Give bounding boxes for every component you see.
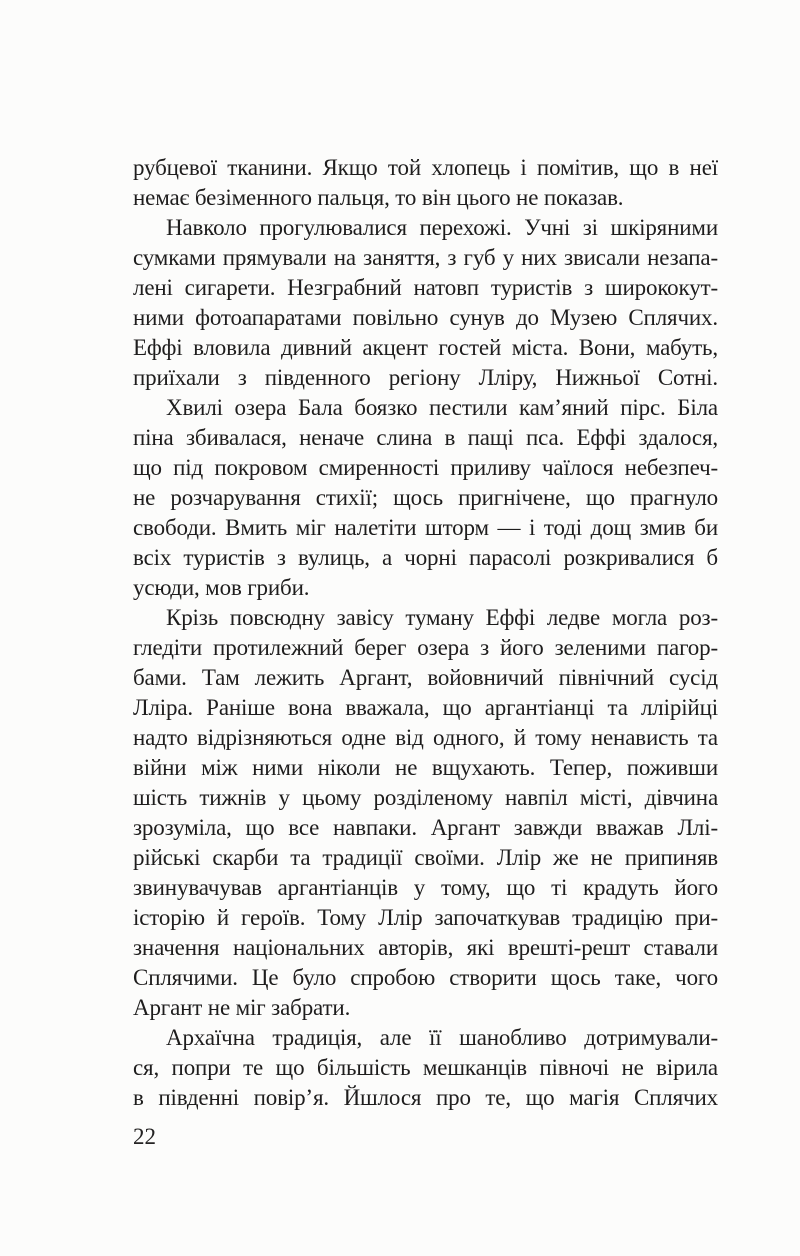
page-number: 22 bbox=[133, 1124, 156, 1149]
text-line: надто відрізняються одне від одного, й тому ненависть та bbox=[133, 725, 718, 750]
text-line: лені сигарети. Незграбний натовп туристів з ширококут- bbox=[133, 275, 718, 300]
text-line: бами. Там лежить Аргант, войовничий північний сусід bbox=[133, 665, 718, 690]
text-line: що під покровом смиренності приливу чаїлося небезпеч- bbox=[133, 455, 718, 480]
text-line: Лліра. Раніше вона вважала, що аргантіанці та ллірійці bbox=[133, 695, 718, 720]
text-line: війни між ними ніколи не вщухають. Тепер, поживши bbox=[133, 755, 718, 780]
text-line: свободи. Вмить міг налетіти шторм — і тоді дощ змив би bbox=[133, 515, 718, 540]
text-line: гледіти протилежний берег озера з його зеленими пагор- bbox=[133, 635, 718, 660]
text-line: звинувачував аргантіанців у тому, що ті крадуть його bbox=[133, 875, 718, 900]
text-line: значення національних авторів, які врешті-решт ставали bbox=[133, 935, 718, 960]
text-line: в південні повір’я. Йшлося про те, що магія Сплячих bbox=[133, 1085, 718, 1110]
text-line: рубцевої тканини. Якщо той хлопець і помітив, що в неї bbox=[133, 155, 718, 180]
text-line: немає безіменного пальця, то він цього не показав. bbox=[133, 185, 624, 210]
text-line: рійські скарби та традиції своїми. Ллір же не припиняв bbox=[133, 845, 718, 870]
text-line: історію й героїв. Тому Ллір започаткував традицію при- bbox=[133, 905, 718, 930]
paragraph bbox=[133, 153, 718, 213]
paragraph bbox=[133, 393, 718, 603]
text-line: усюди, мов гриби. bbox=[133, 575, 310, 600]
text-line: Крізь повсюдну завісу туману Еффі ледве могла роз- bbox=[166, 605, 718, 630]
text-line: не розчарування стихії; щось пригнічене, що прагнуло bbox=[133, 485, 718, 510]
text-line: Еффі вловила дивний акцент гостей міста. Вони, мабуть, bbox=[133, 335, 718, 360]
text-block bbox=[133, 153, 718, 1113]
paragraph bbox=[133, 213, 718, 393]
text-line: шість тижнів у цьому розділеному навпіл місті, дівчина bbox=[133, 785, 718, 810]
text-line: всіх туристів з вулиць, а чорні парасолі розкривалися б bbox=[133, 545, 718, 570]
text-line: Аргант не міг забрати. bbox=[133, 995, 351, 1020]
text-line: приїхали з південного регіону Лліру, Нижньої Сотні. bbox=[133, 365, 718, 390]
text-line: зрозуміла, що все навпаки. Аргант завжди вважав Ллі- bbox=[133, 815, 718, 840]
text-line: ними фотоапаратами повільно сунув до Музею Сплячих. bbox=[133, 305, 718, 330]
text-line: ся, попри те що більшість мешканців півночі не вірила bbox=[133, 1055, 718, 1080]
text-line: Архаїчна традиція, але її шанобливо дотримували- bbox=[166, 1025, 718, 1050]
paragraph bbox=[133, 1023, 718, 1113]
paragraph bbox=[133, 603, 718, 1023]
text-line: Навколо прогулювалися перехожі. Учні зі шкіряними bbox=[166, 215, 718, 240]
text-line: Сплячими. Це було спробою створити щось таке, чого bbox=[133, 965, 718, 990]
text-line: піна збивалася, неначе слина в пащі пса. Еффі здалося, bbox=[133, 425, 718, 450]
text-line: сумками прямували на заняття, з губ у них звисали незапа- bbox=[133, 245, 718, 270]
text-line: Хвилі озера Бала боязко пестили кам’яний пірс. Біла bbox=[166, 395, 718, 420]
